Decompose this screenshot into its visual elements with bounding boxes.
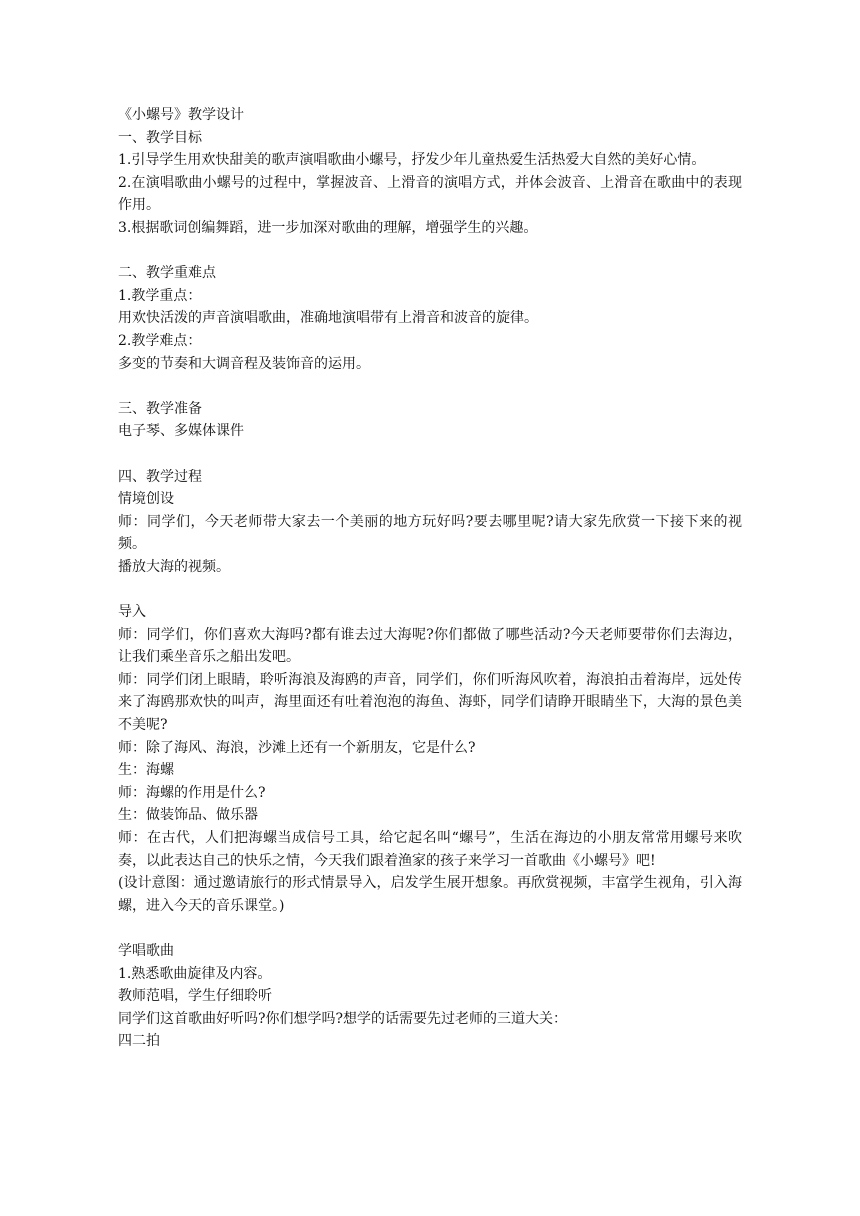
intro-line-4: 生：海螺 [118,762,174,779]
objective-item-2: 2.在演唱歌曲小螺号的过程中，掌握波音、上滑音的演唱方式，并体会波音、上滑音在歌曲中的表现作用。 [118,174,742,214]
section-heading-objectives: 一、教学目标 [118,129,202,146]
section-heading-key-points: 二、教学重难点 [118,265,216,282]
section-heading-preparation: 三、教学准备 [118,400,202,417]
blank-line [118,578,742,601]
intro-line-3: 师：除了海风、海浪，沙滩上还有一个新朋友，它是什么? [118,739,476,756]
blank-line [118,240,742,263]
sing-line-2: 教师范唱，学生仔细聆听 [118,988,272,1005]
intro-line-5: 师：海螺的作用是什么? [118,784,266,801]
intro-line-7: 师：在古代，人们把海螺当成信号工具，给它起名叫“螺号”，生活在海边的小朋友常常用螺号来吹奏，以此表达自己的快乐之情，今天我们跟着渔家的孩子来学习一首歌曲《小螺号》吧! [118,830,742,869]
objective-item-3: 3.根据歌词创编舞蹈，进一步加深对歌曲的理解，增强学生的兴趣。 [118,219,538,236]
preparation-text: 电子琴、多媒体课件 [118,423,244,440]
sing-line-1: 1.熟悉歌曲旋律及内容。 [118,965,272,982]
scene-label: 情境创设 [118,491,174,508]
section-heading-process: 四、教学过程 [118,468,202,485]
intro-line-6: 生：做装饰品、做乐器 [118,807,258,824]
blank-line [118,917,742,940]
objective-item-1: 1.引导学生用欢快甜美的歌声演唱歌曲小螺号，抒发少年儿童热爱生活热爱大自然的美好心情。 [118,152,706,169]
design-intent: (设计意图：通过邀请旅行的形式情景导入，启发学生展开想象。再欣赏视频，丰富学生视角，引入海螺，进入今天的音乐课堂。) [118,875,742,914]
scene-line-2: 播放大海的视频。 [118,558,230,575]
intro-line-2: 师：同学们闭上眼睛，聆听海浪及海鸥的声音，同学们，你们听海风吹着，海浪拍击着海岸，远处传来了海鸥那欢快的叫声，海里面还有吐着泡泡的海鱼、海虾，同学们请睁开眼睛坐下，大海的景色美不美呢? [118,671,742,734]
sing-line-3: 同学们这首歌曲好听吗?你们想学吗?想学的话需要先过老师的三道大关： [118,1010,568,1027]
document-title: 《小螺号》教学设计 [118,107,244,123]
sing-label: 学唱歌曲 [118,942,174,959]
blank-line [118,375,742,398]
difficulty-label: 2.教学难点： [118,332,202,349]
sing-line-4: 四二拍 [118,1033,160,1050]
difficulty-text: 多变的节奏和大调音程及装饰音的运用。 [118,355,370,372]
intro-line-1: 师：同学们，你们喜欢大海吗?都有谁去过大海呢?你们都做了哪些活动?今天老师要带你们去海边，让我们乘坐音乐之船出发吧。 [118,626,742,666]
key-point-text: 用欢快活泼的声音演唱歌曲，准确地演唱带有上滑音和波音的旋律。 [118,310,538,327]
key-point-label: 1.教学重点： [118,287,202,304]
blank-line [118,443,742,466]
document-page [118,104,742,1053]
intro-label: 导入 [118,604,146,621]
scene-line-1: 师：同学们，今天老师带大家去一个美丽的地方玩好吗?要去哪里呢?请大家先欣赏一下接下来的视频。 [118,513,742,553]
